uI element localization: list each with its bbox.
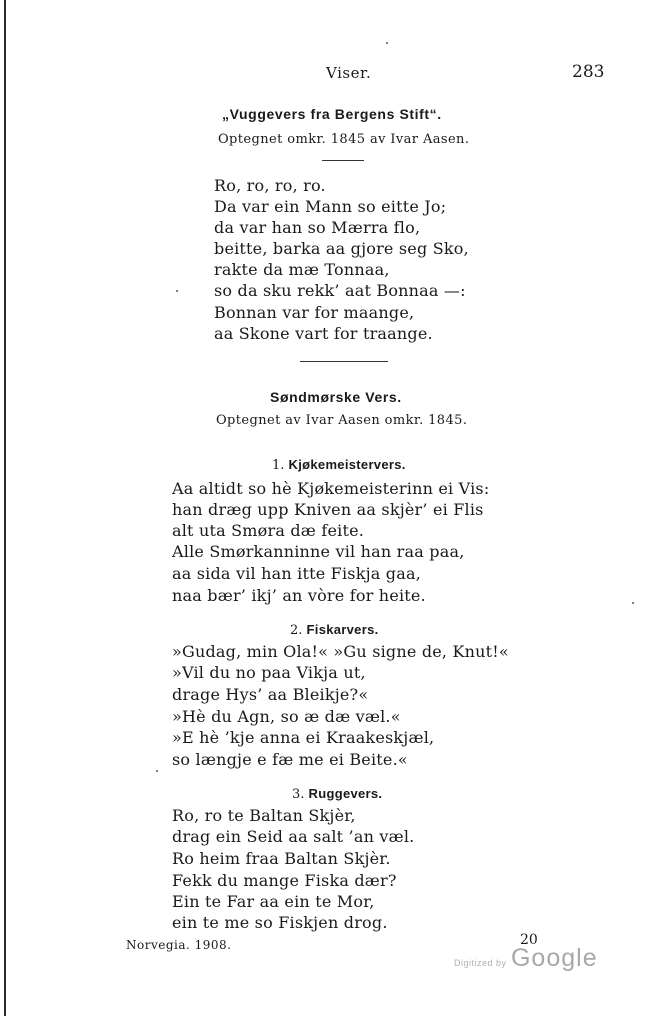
item2-line: »Vil du no paa Vikja ut, — [172, 663, 366, 682]
page-binding-edge — [4, 0, 6, 1016]
item1-line: Alle Smørkanninne vil han raa paa, — [172, 542, 465, 561]
print-speck — [156, 770, 158, 772]
watermark-logo: Google — [510, 944, 598, 972]
section1-line: rakte da mæ Tonnaa, — [214, 260, 390, 279]
item2-number: 2. — [290, 623, 303, 638]
running-header-title: Viser. — [326, 64, 372, 82]
watermark-caption: Digitized by — [454, 958, 507, 968]
print-speck — [386, 42, 388, 44]
section1-line: Bonnan var for maange, — [214, 303, 415, 322]
section2-subtitle: Optegnet av Ivar Aasen omkr. 1845. — [216, 413, 468, 428]
item3-line: Ro heim fraa Baltan Skjèr. — [172, 849, 391, 868]
section1-line: Da var ein Mann so eitte Jo; — [214, 197, 447, 216]
section1-line: aa Skone vart for traange. — [214, 324, 433, 343]
section2-title: Søndmørske Vers. — [270, 389, 402, 405]
item2-heading — [290, 622, 379, 638]
section1-short-rule — [322, 160, 364, 161]
item1-line: Aa altidt so hè Kjøkemeisterinn ei Vis: — [172, 479, 490, 498]
section1-line: da var han so Mærra flo, — [214, 218, 421, 237]
digitization-watermark — [454, 944, 598, 973]
item2-line: »Hè du Agn, so æ dæ væl.« — [172, 707, 401, 726]
item1-line: alt uta Smøra dæ feite. — [172, 521, 365, 540]
section1-subtitle: Optegnet omkr. 1845 av Ivar Aasen. — [218, 132, 470, 147]
print-speck — [632, 602, 634, 604]
section1-line: Ro, ro, ro, ro. — [214, 176, 326, 195]
item3-line: drag ein Seid aa salt ’an væl. — [172, 827, 415, 846]
section1-line: beitte, barka aa gjore seg Sko, — [214, 239, 469, 258]
item2-line: »E hè ’kje anna ei Kraakeskjæl, — [172, 728, 435, 747]
item3-title: Ruggevers. — [308, 786, 383, 801]
item1-line: naa bær’ ikj’ an vòre for heite. — [172, 586, 426, 605]
item1-line: han dræg upp Kniven aa skjèr’ ei Flis — [172, 500, 484, 519]
item3-line: Ein te Far aa ein te Mor, — [172, 892, 375, 911]
item1-heading — [272, 457, 406, 473]
item3-line: ein te me so Fiskjen drog. — [172, 913, 388, 932]
section1-line: so da sku rekk’ aat Bonnaa —: — [214, 281, 466, 300]
item3-line: Fekk du mange Fiska dær? — [172, 871, 397, 890]
item1-number: 1. — [272, 458, 285, 473]
item2-line: »Gudag, min Ola!« »Gu signe de, Knut!« — [172, 642, 509, 661]
item1-line: aa sida vil han itte Fiskja gaa, — [172, 564, 422, 583]
item3-heading — [292, 786, 382, 802]
item3-line: Ro, ro te Baltan Skjèr, — [172, 806, 356, 825]
item2-title: Fiskarvers. — [306, 622, 379, 637]
item2-line: drage Hys’ aa Bleikje?« — [172, 685, 369, 704]
item2-line: so længje e fæ me ei Beite.« — [172, 750, 408, 769]
print-speck — [176, 290, 178, 292]
footer-sheet-number: 20 — [520, 932, 538, 948]
footer-signature-mark: Norvegia. 1908. — [126, 938, 232, 952]
item3-number: 3. — [292, 787, 305, 802]
page-number: 283 — [572, 62, 605, 82]
section1-title: „Vuggevers fra Bergens Stift“. — [222, 106, 442, 122]
item1-title: Kjøkemeistervers. — [288, 457, 406, 472]
section-divider-rule — [300, 361, 388, 362]
